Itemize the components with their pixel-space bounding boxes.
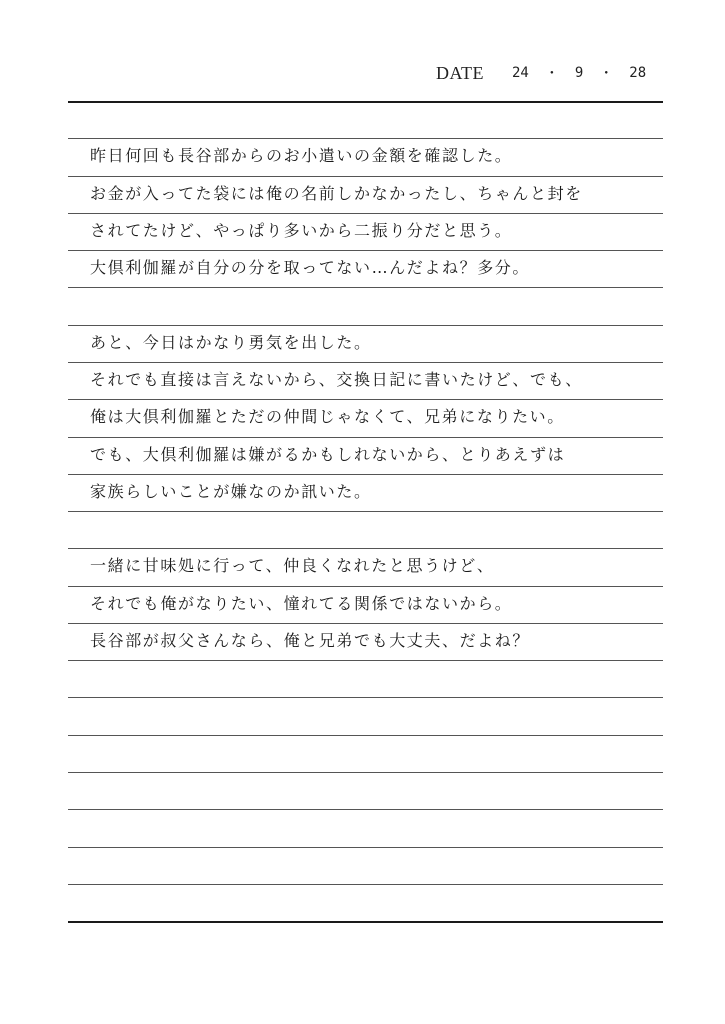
ruled-line	[68, 287, 663, 288]
border-rule	[68, 921, 663, 923]
ruled-line	[68, 362, 663, 363]
entry-line: されてたけど、やっぱり多いから二振り分だと思う。	[90, 221, 513, 240]
ruled-line	[68, 586, 663, 587]
entry-line: それでも直接は言えないから、交換日記に書いたけど、でも、	[90, 370, 583, 389]
ruled-line	[68, 138, 663, 139]
entry-line: それでも俺がなりたい、憧れてる関係ではないから。	[90, 594, 513, 613]
ruled-line	[68, 399, 663, 400]
entry-line: お金が入ってた袋には俺の名前しかなかったし、ちゃんと封を	[90, 184, 583, 203]
entry-line: 長谷部が叔父さんなら、俺と兄弟でも大丈夫、だよね？	[90, 631, 531, 650]
date-label: DATE	[436, 62, 484, 83]
ruled-line	[68, 474, 663, 475]
date-separator: ・	[599, 66, 614, 82]
ruled-line	[68, 250, 663, 251]
entry-line: でも、大倶利伽羅は嫌がるかもしれないから、とりあえずは	[90, 445, 566, 464]
ruled-line	[68, 772, 663, 773]
entry-line: 昨日何回も長谷部からのお小遣いの金額を確認した。	[90, 146, 513, 165]
entry-line: 俺は大倶利伽羅とただの仲間じゃなくて、兄弟になりたい。	[90, 407, 565, 426]
date-year: 24	[512, 65, 529, 81]
date-header	[436, 60, 646, 86]
ruled-line	[68, 623, 663, 624]
ruled-line	[68, 847, 663, 848]
entry-line: あと、今日はかなり勇気を出した。	[90, 333, 372, 352]
ruled-line	[68, 548, 663, 549]
date-day: 28	[629, 65, 647, 81]
entry-line: 大倶利伽羅が自分の分を取ってない…んだよね？多分。	[90, 258, 531, 277]
ruled-line	[68, 884, 663, 885]
ruled-line	[68, 660, 663, 661]
border-rule	[68, 101, 663, 103]
ruled-line	[68, 437, 663, 438]
ruled-line	[68, 735, 663, 736]
ruled-line	[68, 213, 663, 214]
ruled-line	[68, 511, 663, 512]
ruled-line	[68, 176, 663, 177]
date-month: 9	[574, 65, 584, 81]
date-separator: ・	[544, 66, 559, 82]
entry-line: 一緒に甘味処に行って、仲良くなれたと思うけど、	[90, 556, 495, 575]
ruled-line	[68, 697, 663, 698]
entry-line: 家族らしいことが嫌なのか訊いた。	[90, 482, 372, 501]
ruled-line	[68, 809, 663, 810]
ruled-line	[68, 325, 663, 326]
